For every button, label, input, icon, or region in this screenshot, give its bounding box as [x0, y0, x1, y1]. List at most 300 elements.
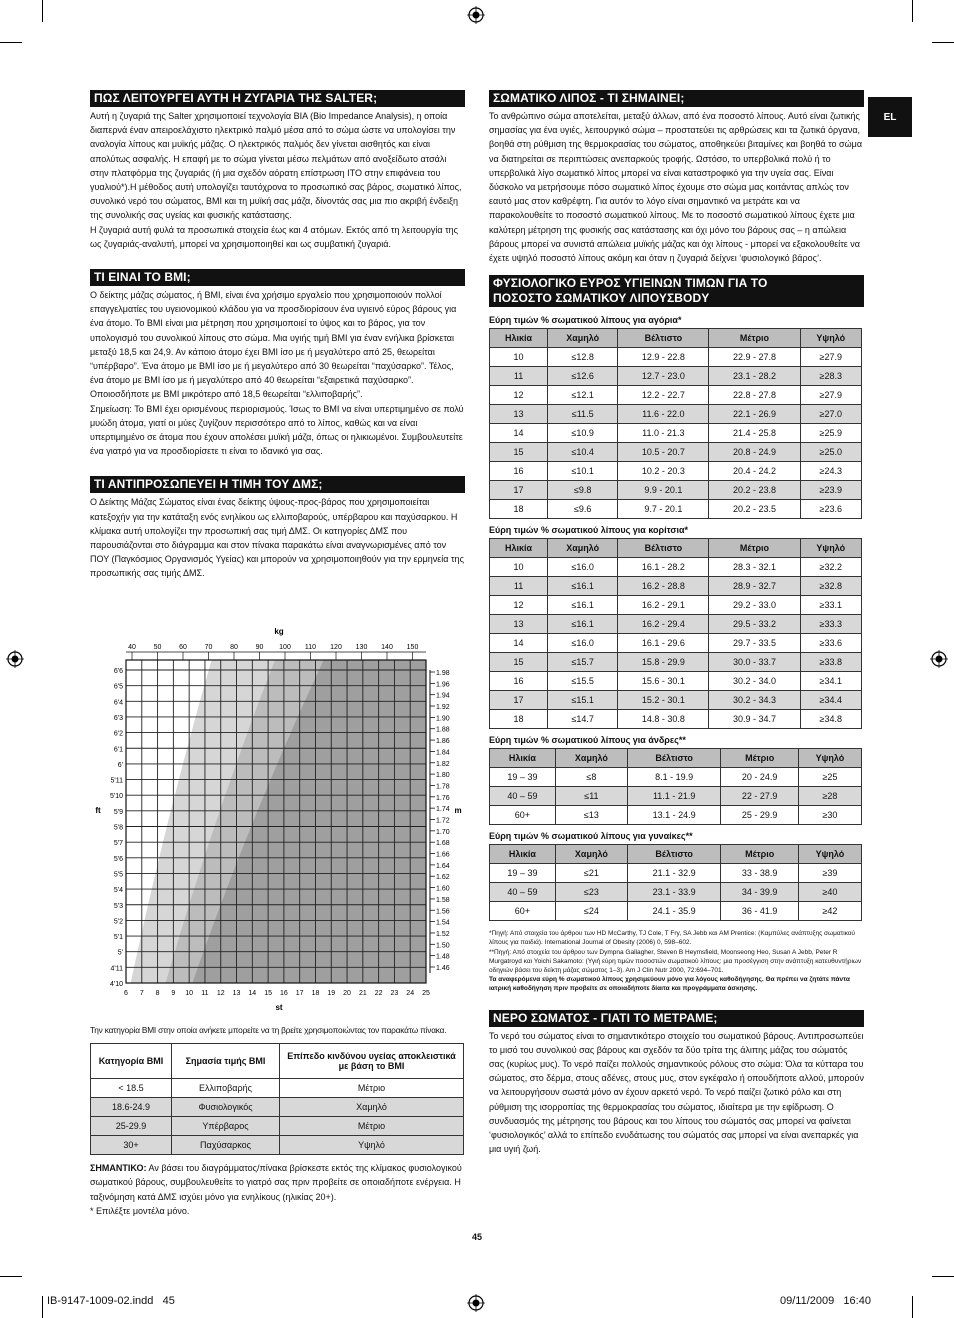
right-tick-label: 1.52: [436, 930, 450, 938]
table-header-cell: Ηλικία: [490, 749, 556, 768]
table-row: [490, 787, 862, 806]
table-cell: 20 - 24.9: [721, 768, 799, 787]
boys-table-title: Εύρη τιμών % σωματικού λίπους για αγόρια*: [489, 315, 682, 326]
table-cell: 14: [490, 424, 548, 443]
table-cell: 11: [490, 577, 548, 596]
table-header-row: [91, 1044, 464, 1079]
table-cell: 12.9 - 22.8: [618, 348, 709, 367]
right-tick-label: 1.84: [436, 749, 450, 757]
right-tick-label: 1.56: [436, 908, 450, 916]
table-cell: Χαμηλό: [280, 1098, 464, 1117]
section-title-line: ΠΟΣΟΣΤΟ ΣΩΜΑΤΙΚΟΥ ΛΙΠΟΥΣBODY: [493, 291, 710, 306]
table-cell: Μέτριο: [280, 1079, 464, 1098]
table-row: [91, 1079, 464, 1098]
table-cell: ≤16.1: [548, 615, 618, 634]
table-cell: Μέτριο: [280, 1117, 464, 1136]
table-cell: 19 – 39: [490, 768, 556, 787]
right-tick-label: 1.80: [436, 772, 450, 780]
table-cell: Ελλιποβαρής: [172, 1079, 280, 1098]
right-axis-label: m: [454, 806, 462, 815]
table-cell: ≤13: [555, 806, 627, 825]
table-row: [490, 634, 862, 653]
section-title-body-water: ΝΕΡΟ ΣΩΜΑΤΟΣ - ΓΙΑΤΙ ΤΟ ΜΕΤΡΑΜΕ;: [489, 1010, 864, 1027]
table-row: [490, 615, 862, 634]
table-body: [490, 864, 862, 921]
table-header-cell: Χαμηλό: [555, 749, 627, 768]
chart-caption: Την κατηγορία BMI στην οποία ανήκετε μπορείτε να τη βρείτε χρησιμοποιώντας τον παρακάτω πίνακα.: [90, 1025, 447, 1035]
left-axis-label: ft: [95, 806, 101, 815]
table-cell: 22.9 - 27.8: [709, 348, 800, 367]
registration-mark-icon: [930, 650, 948, 668]
girls-body-fat-table: [489, 538, 862, 729]
table-cell: Παχύσαρκος: [172, 1136, 280, 1155]
crop-mark: [0, 1276, 22, 1277]
men-body-fat-table: [489, 748, 862, 825]
table-cell: 20.4 - 24.2: [709, 462, 800, 481]
table-row: [490, 424, 862, 443]
bottom-tick-label: 7: [139, 990, 144, 997]
top-tick-label: 90: [255, 644, 264, 651]
bottom-tick-label: 13: [232, 990, 241, 997]
left-tick-label: 6'5: [113, 683, 123, 691]
bottom-tick-label: 10: [185, 990, 194, 997]
table-cell: ≥23.6: [800, 500, 861, 519]
table-header-cell: Ηλικία: [490, 539, 548, 558]
table-cell: 30.0 - 33.7: [709, 653, 800, 672]
bottom-tick-label: 8: [155, 990, 160, 997]
section-title-line: ΦΥΣΙΟΛΟΓΙΚΟ ΕΥΡΟΣ ΥΓΙΕΙΝΩΝ ΤΙΜΩΝ ΓΙΑ ΤΟ: [493, 276, 768, 291]
men-table-title: Εύρη τιμών % σωματικού λίπους για άνδρες**: [489, 735, 686, 746]
table-cell: ≥33.8: [800, 653, 861, 672]
top-tick-label: 50: [153, 644, 162, 651]
table-cell: 29.7 - 33.5: [709, 634, 800, 653]
bottom-tick-label: 12: [216, 990, 225, 997]
table-row: [490, 691, 862, 710]
table-row: [490, 864, 862, 883]
table-cell: 14: [490, 634, 548, 653]
table-cell: ≤16.0: [548, 558, 618, 577]
bottom-tick-label: 22: [374, 990, 383, 997]
table-cell: 40 – 59: [490, 883, 556, 902]
bottom-axis-label: st: [275, 1003, 283, 1012]
table-cell: 9.9 - 20.1: [618, 481, 709, 500]
crop-mark: [42, 1296, 43, 1318]
table-cell: ≤10.1: [548, 462, 618, 481]
table-cell: ≥25: [798, 768, 861, 787]
table-cell: 29.5 - 33.2: [709, 615, 800, 634]
table-cell: ≤23: [555, 883, 627, 902]
table-row: [490, 577, 862, 596]
table-cell: 16.2 - 28.8: [618, 577, 709, 596]
table-header-cell: Βέλτιστο: [627, 749, 720, 768]
table-cell: ≥39: [798, 864, 861, 883]
table-header-row: [490, 749, 862, 768]
section-title-how-it-works: ΠΩΣ ΛΕΙΤΟΥΡΓΕΙ ΑΥΤΗ Η ΖΥΓΑΡΙΑ ΤΗΣ SALTER;: [90, 90, 465, 107]
table-cell: 16: [490, 462, 548, 481]
top-tick-label: 150: [406, 644, 419, 651]
table-body: [490, 768, 862, 825]
crop-mark: [932, 42, 954, 43]
paragraph: Το ανθρώπινο σώμα αποτελείται, μεταξύ άλλων, από ένα ποσοστό λίπους. Αυτό είναι ζωτικής σημασίας για ένα υγιές, λειτουργικό σώμα – προστατεύει τις αρθρώσεις και τα ζωτικά όργανα, βοηθά στη ρύθμιση της θερμοκρασίας του σώματος, αποθηκεύει βιταμίνες και βοηθά το σώμα να διατηρείται σε περιπτώσεις ανεπαρκούς τροφής. Ωστόσο, το υπερβολικά πολύ ή το υπερβολικά λίγο σωματικό λίπος μπορεί να είναι καταστροφικό για την υγεία σας. Είναι δύσκολο να μετρήσουμε πόσο σωματικό λίπος έχουμε στο σώμα μας κοιτάντας απλώς τον εαυτό μας στον καθρέφτη. Για αυτόν το λόγο είναι σημαντικό να μετράτε και να παρακολουθείτε το ποσοστό σωματικού λίπους. Με το ποσοστό σωματικού λίπους έχετε μια καλύτερη μέτρηση της φυσικής σας κατάστασης και όχι μόνο του βάρους σας – η απώλεια βάρους μπορεί να συνιστά απώλεια μυϊκής μάζας και όχι λίπους - μπορεί να εξακολουθείτε να έχετε υψηλό ποσοστό λίπους ακόμη και όταν η ζυγαριά δείχνει ‘φυσιολογικό βάρος’.: [489, 111, 863, 264]
left-tick-label: 5'2: [113, 918, 123, 926]
table-cell: ≤9.6: [548, 500, 618, 519]
table-row: [490, 596, 862, 615]
table-cell: 23.1 - 33.9: [627, 883, 720, 902]
right-tick-label: 1.70: [436, 828, 450, 836]
footer-date: 09/11/2009 16:40: [780, 1295, 871, 1307]
table-cell: ≤12.6: [548, 367, 618, 386]
table-row: [490, 367, 862, 386]
table-cell: 60+: [490, 902, 556, 921]
table-cell: ≤16.0: [548, 634, 618, 653]
table-header-cell: Υψηλό: [798, 845, 861, 864]
section-title-body-fat: ΣΩΜΑΤΙΚΟ ΛΙΠΟΣ - ΤΙ ΣΗΜΑΙΝΕΙ;: [489, 90, 864, 107]
top-tick-label: 80: [230, 644, 238, 651]
right-tick-label: 1.76: [436, 794, 450, 802]
important-text: Αν βάσει του διαγράμματος/πίνακα βρίσκεστε εκτός της κλίμακος φυσιολογικού σωματικού βάρους, συμβουλευθείτε το γιατρό σας πριν προβείτε σε οποιαδήποτε ενέργεια. Η ταξινόμηση κατά ΔΜΣ ισχύει μόνο για ενηλίκους (ηλικίας 20+).: [90, 1163, 462, 1202]
table-cell: Φυσιολογικός: [172, 1098, 280, 1117]
table-cell: 21.1 - 32.9: [627, 864, 720, 883]
left-tick-label: 5': [117, 949, 123, 957]
table-cell: 11.6 - 22.0: [618, 405, 709, 424]
table-cell: 11.1 - 21.9: [627, 787, 720, 806]
table-cell: 16.2 - 29.1: [618, 596, 709, 615]
table-cell: 16.2 - 29.4: [618, 615, 709, 634]
table-cell: 40 – 59: [490, 787, 556, 806]
table-cell: 15: [490, 653, 548, 672]
bottom-tick-label: 11: [201, 990, 209, 997]
table-row: [490, 653, 862, 672]
table-row: [490, 806, 862, 825]
table-row: [91, 1117, 464, 1136]
table-cell: 11.0 - 21.3: [618, 424, 709, 443]
right-tick-label: 1.78: [436, 783, 450, 791]
table-cell: 15.6 - 30.1: [618, 672, 709, 691]
bottom-tick-label: 21: [358, 990, 367, 997]
table-cell: 10: [490, 348, 548, 367]
table-cell: 18: [490, 710, 548, 729]
table-cell: ≥33.3: [800, 615, 861, 634]
table-header-cell: Κατηγορία BMI: [91, 1044, 172, 1079]
boys-body-fat-table: [489, 328, 862, 519]
table-cell: ≤9.8: [548, 481, 618, 500]
table-cell: 12.7 - 23.0: [618, 367, 709, 386]
table-cell: 18.6-24.9: [91, 1098, 172, 1117]
table-cell: 20.2 - 23.8: [709, 481, 800, 500]
table-row: [490, 443, 862, 462]
bottom-tick-label: 6: [124, 990, 128, 997]
left-tick-label: 5'4: [113, 887, 123, 895]
table-cell: 23.1 - 28.2: [709, 367, 800, 386]
table-row: [490, 462, 862, 481]
table-cell: ≥32.2: [800, 558, 861, 577]
footer-file: IB-9147-1009-02.indd 45: [47, 1295, 175, 1307]
left-tick-label: 5'6: [113, 855, 123, 863]
table-header-cell: Υψηλό: [798, 749, 861, 768]
table-cell: 16.1 - 29.6: [618, 634, 709, 653]
table-cell: ≥32.8: [800, 577, 861, 596]
table-cell: ≥33.1: [800, 596, 861, 615]
crop-mark: [42, 0, 43, 22]
table-cell: ≥23.9: [800, 481, 861, 500]
table-header-row: [490, 539, 862, 558]
table-cell: 13: [490, 405, 548, 424]
crop-mark: [932, 1276, 954, 1277]
top-tick-label: 70: [204, 644, 213, 651]
left-tick-label: 6'6: [113, 668, 123, 675]
table-cell: ≥33.6: [800, 634, 861, 653]
table-cell: 30+: [91, 1136, 172, 1155]
left-tick-label: 6': [117, 761, 123, 769]
footnote: **Πηγή: Από στοιχεία του άρθρου των Dympna Gallagher, Steven B Heymsfield, Moonseong Heo, Susan A Jebb, Peter R Murgatroyd και Yoichi Sakamoto: (Υγιή εύρη τιμών ποσοστών σωματικού λίπους: μια προσέγγιση στην ανάπτυξη κατευθυντήριων οδηγιών βάσει του δείκτη μάζας σώματος 1–3). Am J Clin Nutr 2000, 72:694–701.: [489, 948, 862, 975]
table-cell: 10.5 - 20.7: [618, 443, 709, 462]
table-cell: 24.1 - 35.9: [627, 902, 720, 921]
left-tick-label: 6'4: [113, 699, 123, 707]
bottom-tick-label: 15: [264, 990, 273, 997]
left-tick-label: 5'9: [113, 808, 123, 816]
table-header-cell: Υψηλό: [800, 539, 861, 558]
right-tick-label: 1.92: [436, 704, 450, 712]
table-row: [490, 500, 862, 519]
top-tick-label: 60: [179, 644, 187, 651]
women-body-fat-table: [489, 844, 862, 921]
page-number: 45: [471, 1232, 482, 1242]
table-cell: ≥28: [798, 787, 861, 806]
left-tick-label: 5'11: [110, 777, 123, 785]
table-cell: 8.1 - 19.9: [627, 768, 720, 787]
table-cell: 60+: [490, 806, 556, 825]
table-cell: 25 - 29.9: [721, 806, 799, 825]
table-cell: 22.1 - 26.9: [709, 405, 800, 424]
table-cell: 21.4 - 25.8: [709, 424, 800, 443]
footnote: *Πηγή: Από στοιχεία του άρθρου των HD McCarthy, TJ Cole, T Fry, SA Jebb και AM Prentice: (Καμπύλες ανάπτυξης σωματικού λίπους για παιδιά). International Journal of Obesity (2006) 0, 598–602.: [489, 930, 855, 947]
section-title-bmi-value: ΤΙ ΑΝΤΙΠΡΟΣΩΠΕΥΕΙ Η ΤΙΜΗ ΤΟΥ ΔΜΣ;: [90, 476, 465, 493]
table-header-cell: Ηλικία: [490, 329, 548, 348]
bottom-tick-label: 14: [248, 990, 257, 997]
paragraph: Η ζυγαριά αυτή φυλά τα προσωπικά στοιχεία έως και 4 ατόμων. Εκτός από τη λειτουργία της ως ζυγαριάς-αναλυτή, μπορεί να χρησιμοποιηθεί και ως συμβατική ζυγαριά.: [90, 224, 458, 249]
table-cell: 12: [490, 386, 548, 405]
left-tick-label: 5'8: [113, 824, 123, 832]
left-tick-label: 5'1: [113, 934, 123, 942]
table-header-cell: Ηλικία: [490, 845, 556, 864]
bottom-tick-label: 9: [171, 990, 176, 997]
table-cell: ≤8: [555, 768, 627, 787]
table-cell: ≤11: [555, 787, 627, 806]
table-cell: 30.9 - 34.7: [709, 710, 800, 729]
table-cell: ≥34.8: [800, 710, 861, 729]
bottom-tick-label: 17: [295, 990, 304, 997]
table-row: [91, 1136, 464, 1155]
table-header-cell: Βέλτιστο: [627, 845, 720, 864]
table-cell: ≥34.4: [800, 691, 861, 710]
right-tick-label: 1.64: [436, 862, 450, 870]
table-cell: 15: [490, 443, 548, 462]
left-tick-label: 5'7: [113, 840, 123, 848]
top-tick-label: 130: [355, 644, 368, 651]
table-cell: ≥25.0: [800, 443, 861, 462]
right-tick-label: 1.86: [436, 738, 450, 746]
table-header-cell: Βέλτιστο: [618, 539, 709, 558]
table-header-cell: Βέλτιστο: [618, 329, 709, 348]
table-cell: 13: [490, 615, 548, 634]
left-tick-label: 5'10: [109, 793, 123, 801]
table-cell: ≤21: [555, 864, 627, 883]
table-header-cell: Μέτριο: [721, 845, 799, 864]
table-cell: ≥27.9: [800, 348, 861, 367]
language-tab: [868, 97, 912, 137]
top-tick-label: 110: [304, 644, 317, 651]
registration-mark-icon: [467, 1294, 485, 1312]
table-cell: ≥42: [798, 902, 861, 921]
table-row: [490, 883, 862, 902]
crop-mark: [912, 0, 913, 22]
table-header-cell: Υψηλό: [800, 329, 861, 348]
left-tick-label: 4'11: [110, 965, 123, 973]
table-row: [490, 672, 862, 691]
table-cell: 10.2 - 20.3: [618, 462, 709, 481]
table-row: [490, 902, 862, 921]
table-cell: ≤12.1: [548, 386, 618, 405]
right-tick-label: 1.96: [436, 681, 450, 689]
right-tick-label: 1.98: [436, 670, 450, 677]
table-body: [490, 558, 862, 729]
important-note: [90, 1161, 465, 1204]
table-cell: 12.2 - 22.7: [618, 386, 709, 405]
table-row: [490, 710, 862, 729]
women-table-title: Εύρη τιμών % σωματικού λίπους για γυναίκες**: [489, 831, 693, 842]
table-cell: 14.8 - 30.8: [618, 710, 709, 729]
paragraph: Σημείωση: Το BMI έχει ορισμένους περιορισμούς. Ίσως το BMI να είναι υπερτιμημένο σε πολύ μυώδη άτομα, γιατί οι μύες ζυγίζουν περισσότερο από το λίπος, καθώς και να είναι υπερτιμημένο σε άτομα που έχουν απολέσει μυϊκή μάζα, όπως οι ηλικιωμένοι. Συμβουλευτείτε ένα γιατρό για να προσδιορίσετε τι είναι το ιδανικό για σας.: [90, 403, 464, 457]
table-cell: 11: [490, 367, 548, 386]
table-row: [490, 481, 862, 500]
table-cell: ≤11.5: [548, 405, 618, 424]
table-cell: 29.2 - 33.0: [709, 596, 800, 615]
table-cell: ≥27.9: [800, 386, 861, 405]
table-cell: 33 - 38.9: [721, 864, 799, 883]
right-tick-label: 1.94: [436, 692, 450, 700]
table-cell: ≥27.0: [800, 405, 861, 424]
table-cell: 20.8 - 24.9: [709, 443, 800, 462]
bmi-category-table: [90, 1043, 464, 1155]
table-cell: 15.8 - 29.9: [618, 653, 709, 672]
left-tick-label: 5'5: [113, 871, 123, 879]
table-cell: ≥25.9: [800, 424, 861, 443]
table-cell: 17: [490, 691, 548, 710]
language-tab-label: EL: [883, 111, 897, 123]
table-cell: 9.7 - 20.1: [618, 500, 709, 519]
table-cell: 13.1 - 24.9: [627, 806, 720, 825]
right-tick-label: 1.90: [436, 715, 450, 723]
table-cell: 12: [490, 596, 548, 615]
registration-mark-icon: [467, 6, 485, 24]
table-cell: ≤24: [555, 902, 627, 921]
left-tick-label: 6'3: [113, 714, 123, 722]
bmi-chart: [82, 620, 467, 1015]
top-tick-label: 120: [330, 644, 342, 651]
crop-mark: [912, 1296, 913, 1318]
right-tick-label: 1.74: [436, 806, 450, 814]
selected-models-note: * Επιλέξτε μοντέλα μόνο.: [90, 1205, 190, 1216]
left-column-lower: [90, 1023, 465, 1218]
table-cell: ≥30: [798, 806, 861, 825]
left-tick-label: 6'1: [113, 746, 123, 754]
table-row: [490, 386, 862, 405]
table-cell: 19 – 39: [490, 864, 556, 883]
top-tick-label: 40: [128, 644, 136, 651]
table-cell: 10: [490, 558, 548, 577]
table-cell: ≤12.8: [548, 348, 618, 367]
table-row: [490, 348, 862, 367]
left-tick-label: 4'10: [109, 981, 123, 988]
table-cell: ≤16.1: [548, 596, 618, 615]
table-header-cell: Μέτριο: [709, 329, 800, 348]
table-header-cell: Χαμηλό: [548, 539, 618, 558]
table-header-cell: Μέτριο: [721, 749, 799, 768]
right-column: [489, 90, 864, 1156]
table-header-cell: Σημασία τιμής BMI: [172, 1044, 280, 1079]
right-tick-label: 1.58: [436, 896, 450, 904]
table-cell: ≤15.5: [548, 672, 618, 691]
right-tick-label: 1.66: [436, 851, 450, 859]
table-cell: 18: [490, 500, 548, 519]
right-tick-label: 1.88: [436, 726, 450, 734]
footnote-disclaimer: Τα αναφερόμενα εύρη % σωματικού λίπους χρησιμεύουν μόνο για λόγους καθοδήγησης. Θα πρέπει να ζητάτε πάντα ιατρική καθοδήγηση πριν προβείτε σε οποιαδήποτε δίαιτα και προγράμματα άσκησης.: [489, 976, 850, 993]
table-cell: ≥40: [798, 883, 861, 902]
table-cell: 28.3 - 32.1: [709, 558, 800, 577]
right-tick-label: 1.54: [436, 919, 450, 927]
right-tick-label: 1.50: [436, 942, 450, 950]
paragraph: Ο δείκτης μάζας σώματος, ή BMI, είναι ένα χρήσιμο εργαλείο που χρησιμοποιούν πολλοί επαγγελματίες του υγειονομικού κλάδου για να προσδιορίσουν ένα υγιεινό εύρος βάρους για ένα άτομο. Το BMI είναι μια μέτρηση που χρησιμοποιεί το ύψος και το βάρος, για τον υπολογισμό του συνολικού λίπους στο σώμα. Μια υγιής τιμή BMI για έναν ενήλικα βρίσκεται μεταξύ 18,5 και 24,9. Αν κάποιο άτομο έχει BMI ίσο με ή μεγαλύτερο από 25, θεωρείται “υπέρβαρο”. Ένα άτομο με BMI ίσο με ή μεγαλύτερο από 30 θεωρείται “παχύσαρκο”. Τέλος, ένα άτομο με BMI ίσο με ή μεγαλύτερο από 40 θεωρείται “εξαιρετικά παχύσαρκο”. Οποιοσδήποτε με BMI μικρότερο από 18,5 θεωρείται “ελλιποβαρής”.: [90, 290, 457, 400]
right-tick-label: 1.82: [436, 760, 450, 768]
table-cell: ≤14.7: [548, 710, 618, 729]
section-title-body-fat-ranges: [489, 275, 864, 307]
bottom-tick-label: 16: [279, 990, 288, 997]
bottom-tick-label: 18: [311, 990, 320, 997]
table-row: [91, 1098, 464, 1117]
table-cell: 17: [490, 481, 548, 500]
paragraph: Ο Δείκτης Μάζας Σώματος είναι ένας δείκτης ύψους-προς-βάρος που χρησιμοποιείται κατεξοχήν για την κατάταξη ενός ενηλίκου ως ελλιποβαρούς, υπέρβαρου και παχύσαρκου. Η κλίμακα αυτή υπολογίζει την προσωπική σας τιμή ΔΜΣ. Οι κατηγορίες ΔΜΣ που παρουσιάζονται στο διάγραμμα και στον πίνακα παρακάτω είναι αναγνωρισμένες από τον ΠΟΥ (Παγκόσμιος Οργανισμός Υγείας) και μπορούν να χρησιμοποιηθούν για την ερμηνεία της προσωπικής σας τιμής ΔΜΣ.: [90, 497, 464, 579]
table-cell: ≤10.9: [548, 424, 618, 443]
right-tick-label: 1.46: [436, 965, 450, 972]
top-tick-label: 100: [279, 644, 291, 651]
girls-table-title: Εύρη τιμών % σωματικού λίπους για κορίτσια*: [489, 525, 689, 536]
table-cell: 22.8 - 27.8: [709, 386, 800, 405]
table-cell: ≥24.3: [800, 462, 861, 481]
table-header-cell: Χαμηλό: [555, 845, 627, 864]
table-cell: 15.2 - 30.1: [618, 691, 709, 710]
table-cell: 25-29.9: [91, 1117, 172, 1136]
table-row: [490, 405, 862, 424]
table-cell: ≤15.1: [548, 691, 618, 710]
table-cell: 22 - 27.9: [721, 787, 799, 806]
table-cell: 16: [490, 672, 548, 691]
table-cell: ≥34.1: [800, 672, 861, 691]
table-row: [490, 558, 862, 577]
bottom-tick-label: 19: [327, 990, 336, 997]
table-header-row: [490, 845, 862, 864]
table-cell: 34 - 39.9: [721, 883, 799, 902]
table-cell: 36 - 41.9: [721, 902, 799, 921]
table-cell: ≥28.3: [800, 367, 861, 386]
table-header-cell: Μέτριο: [709, 539, 800, 558]
left-tick-label: 5'3: [113, 902, 123, 910]
table-cell: ≤10.4: [548, 443, 618, 462]
important-label: ΣΗΜΑΝΤΙΚΟ:: [90, 1163, 147, 1174]
table-cell: 20.2 - 23.5: [709, 500, 800, 519]
left-column: [90, 90, 465, 581]
table-cell: ≤15.7: [548, 653, 618, 672]
footnotes: [489, 929, 864, 993]
